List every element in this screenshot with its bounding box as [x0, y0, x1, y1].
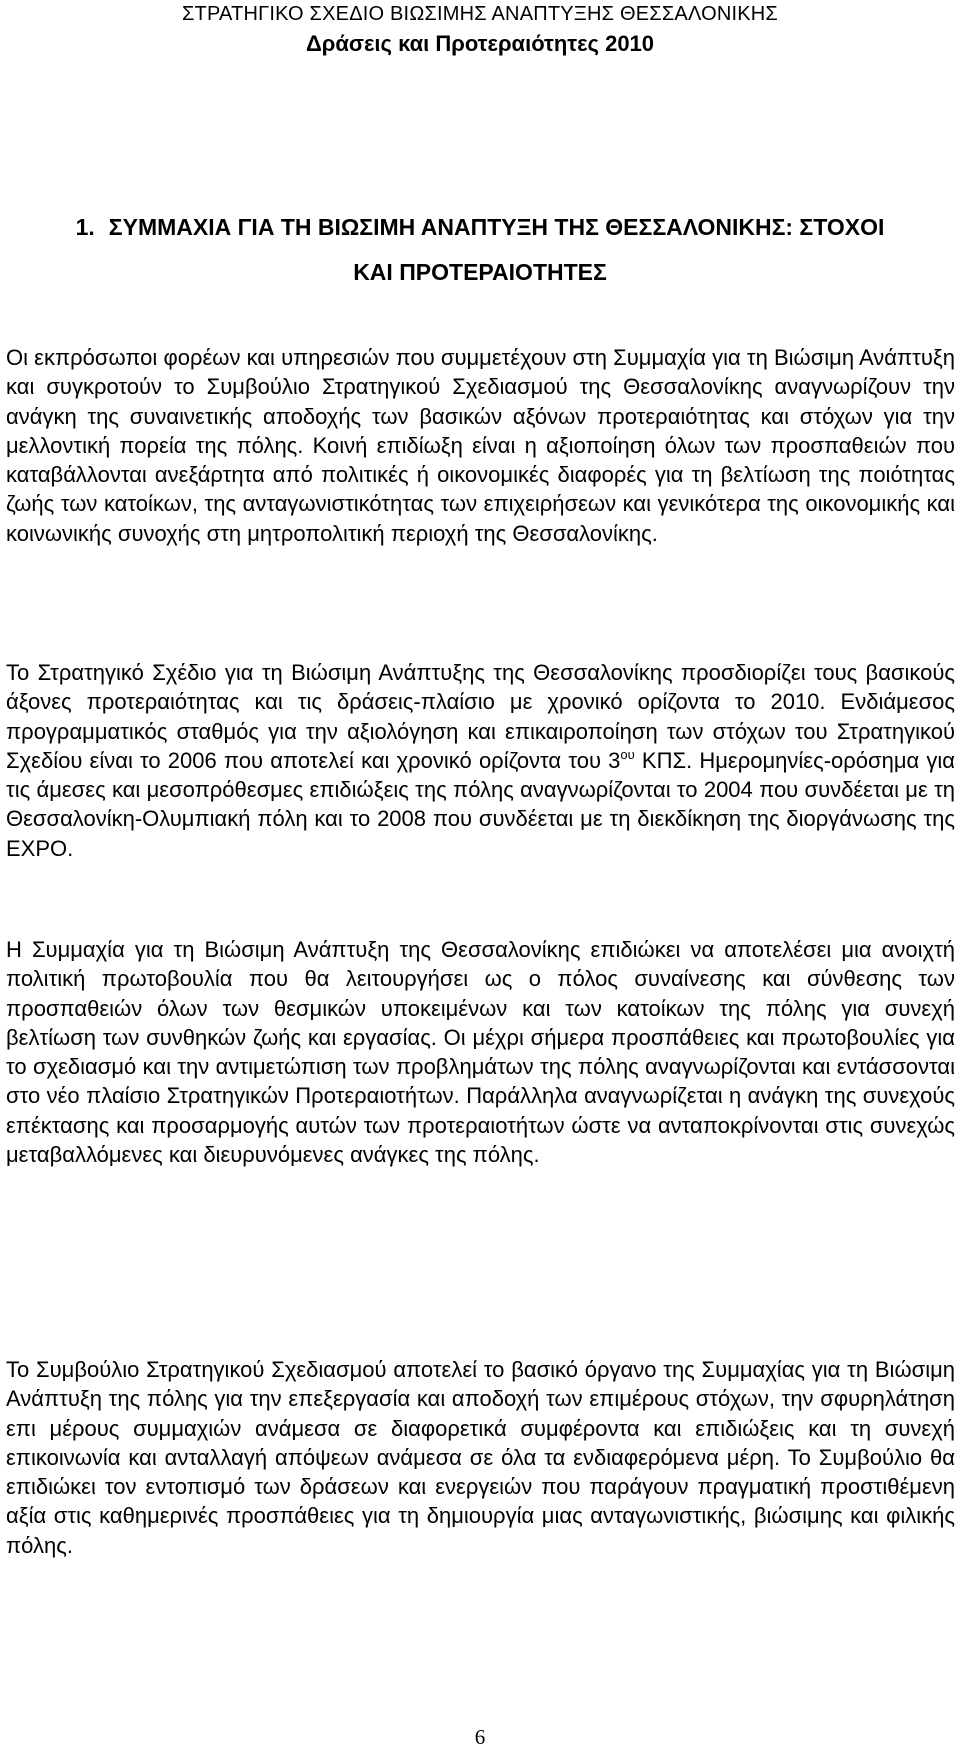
- paragraph-1: [6, 343, 955, 548]
- page-number: 6: [474, 1725, 486, 1749]
- header-subtitle: Δράσεις και Προτεραιότητες 2010: [305, 31, 655, 56]
- paragraph-2-part1: Το Στρατηγικό Σχέδιο για τη Βιώσιμη Ανάπτυξης της Θεσσαλονίκης προσδιορίζει τους βασικούς άξονες προτεραιότητας και τις δράσεις-πλαίσιο με χρονικό ορίζοντα το 2010. Ενδιάμεσος προγραμματικός σταθμός για την αξιολόγηση και επικαιροποίηση των στόχων του Στρατηγικού Σχεδίου είναι το 2006 που αποτελεί και χρονικό ορίζοντα του 3: [6, 660, 955, 773]
- paragraph-4-text: Το Συμβούλιο Στρατηγικού Σχεδιασμού αποτελεί το βασικό όργανο της Συμμαχίας για τη Βιώσιμη Ανάπτυξη της πόλης για την επεξεργασία και αποδοχή των επιμέρους στόχων, την σφυρηλάτηση επι μέρους συμμαχιών ανάμεσα σε διαφορετικά συμφέροντα και επιδιώξεις και τη συνεχή επικοινωνία και ανταλλαγή απόψεων ανάμεσα σε όλα τα ενδιαφερόμενα μέρη. Το Συμβούλιο θα επιδιώκει τον εντοπισμό των δράσεων και ενεργειών που παράγουν πραγματική προστιθέμενη αξία στις καθημερινές προσπάθειες για τη δημιουργία μιας ανταγωνιστικής, βιώσιμης και φιλικής πόλης.: [6, 1357, 955, 1558]
- running-header: [0, 0, 960, 59]
- paragraph-4: [6, 1355, 955, 1560]
- paragraph-3: [6, 935, 955, 1169]
- header-title: ΣΤΡΑΤΗΓΙΚΟ ΣΧΕΔΙΟ ΒΙΩΣΙΜΗΣ ΑΝΑΠΤΥΞΗΣ ΘΕΣΣΑΛΟΝΙΚΗΣ: [181, 3, 778, 25]
- ordinal-superscript: ου: [620, 746, 635, 762]
- section-number: 1.: [75, 214, 95, 240]
- paragraph-1-text: Οι εκπρόσωποι φορέων και υπηρεσιών που συμμετέχουν στη Συμμαχία για τη Βιώσιμη Ανάπτυξη και συγκροτούν το Συμβούλιο Στρατηγικού Σχεδιασμού της Θεσσαλονίκης αναγνωρίζουν την ανάγκη της συναινετικής αποδοχής των βασικών αξόνων προτεραιότητας και στόχων για την μελλοντική πορεία της πόλης. Κοινή επιδίωξη είναι η αξιοποίηση όλων των προσπαθειών που καταβάλλονται ανεξάρτητα από πολιτικές ή οικονομικές διαφορές για τη βελτίωση της ποιότητας ζωής των κατοίκων, της ανταγωνιστικότητας των επιχειρήσεων και γενικότερα της οικονομικής και κοινωνικής συνοχής στη μητροπολιτική περιοχή της Θεσσαλονίκης.: [6, 345, 955, 546]
- paragraph-3-text: Η Συμμαχία για τη Βιώσιμη Ανάπτυξη της Θεσσαλονίκης επιδιώκει να αποτελέσει μια ανοιχτή πολιτική πρωτοβουλία που θα λειτουργήσει ως ο πόλος συναίνεσης και σύνθεσης των προσπαθειών όλων των θεσμικών υποκειμένων και των κατοίκων της πόλης για συνεχή βελτίωση των συνθηκών ζωής και εργασίας. Οι μέχρι σήμερα προσπάθειες και πρωτοβουλίες για το σχεδιασμό και την αντιμετώπιση των προβλημάτων της πόλης αναγνωρίζονται και εντάσσονται στο νέο πλαίσιο Στρατηγικών Προτεραιοτήτων. Παράλληλα αναγνωρίζεται η ανάγκη της συνεχούς επέκτασης και προσαρμογής αυτών των προτεραιοτήτων ώστε να ανταποκρίνονται στις συνεχώς μεταβαλλόμενες και διευρυνόμενες ανάγκες της πόλης.: [6, 937, 955, 1168]
- section-heading: [0, 205, 960, 295]
- section-heading-line1: [0, 205, 960, 250]
- paragraph-2-part2: ΚΠΣ. Ημερομηνίες-ορόσημα για τις άμεσες και μεσοπρόθεσμες επιδιώξεις της πόλης αναγνωρίζονται το 2004 που συνδέεται με τη Θεσσαλονίκη-Ολυμπιακή πόλη και το 2008 που συνδέεται με τη διεκδίκηση της διοργάνωσης της EXPO.: [6, 747, 955, 861]
- paragraph-2: [6, 658, 955, 863]
- section-title-line2: ΚΑΙ ΠΡΟΤΕΡΑΙΟΤΗΤΕΣ: [353, 259, 607, 285]
- paragraph-2-text: [6, 658, 955, 863]
- section-title-line1: ΣΥΜΜΑΧΙΑ ΓΙΑ ΤΗ ΒΙΩΣΙΜΗ ΑΝΑΠΤΥΞΗ ΤΗΣ ΘΕΣΣΑΛΟΝΙΚΗΣ: ΣΤΟΧΟΙ: [108, 214, 885, 240]
